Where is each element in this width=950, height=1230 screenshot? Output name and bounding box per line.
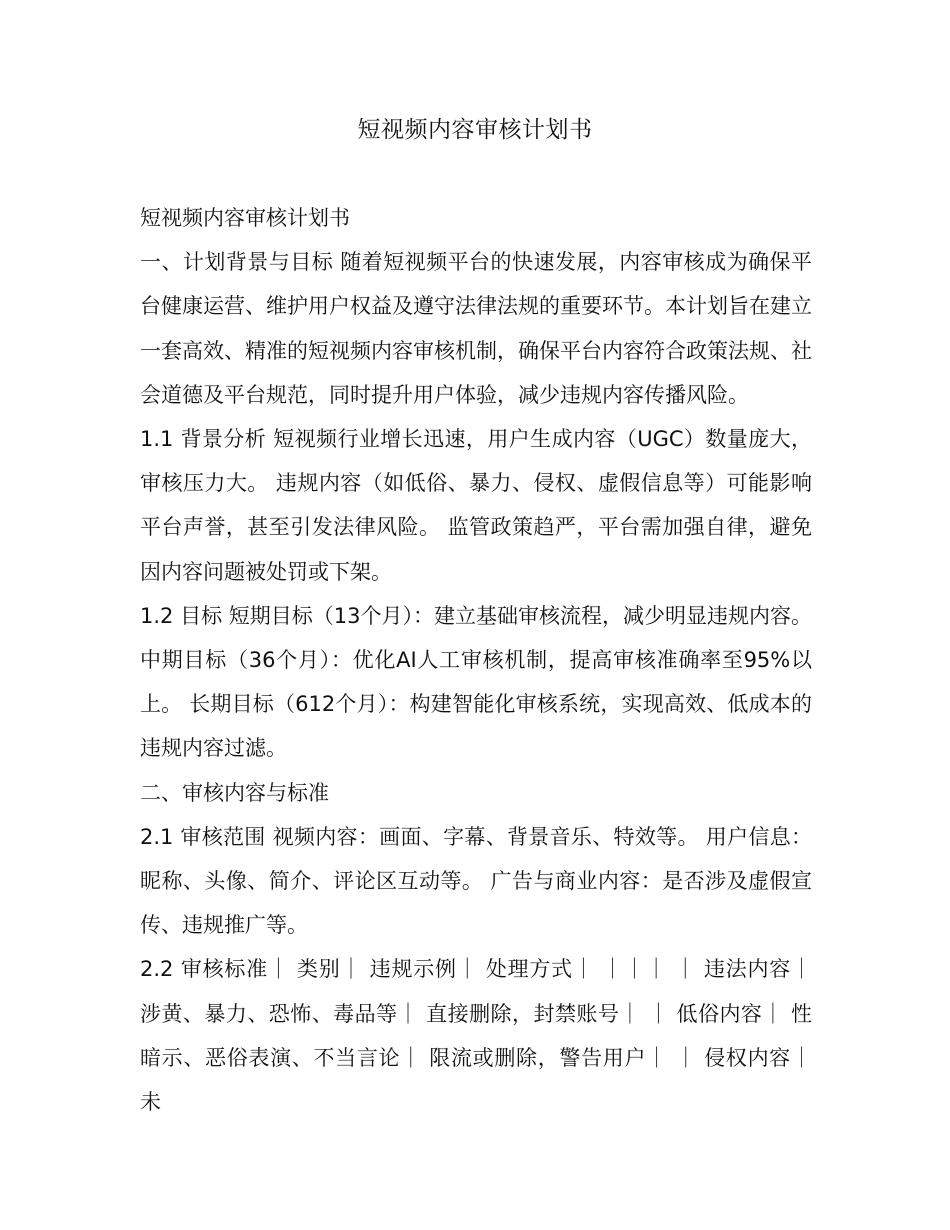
- paragraph-subtitle: 短视频内容审核计划书: [140, 206, 350, 230]
- paragraph-2-1-scope: 2.1 审核范围 视频内容：画面、字幕、背景音乐、特效等。 用户信息：昵称、头像、简介、评论区互动等。 广告与商业内容：是否涉及虚假宣传、违规推广等。: [140, 824, 812, 938]
- paragraph-1-1-background: 1.1 背景分析 短视频行业增长迅速，用户生成内容（UGC）数量庞大，审核压力大。 违规内容（如低俗、暴力、侵权、虚假信息等）可能影响平台声誉，甚至引发法律风险。 监管政策趋严，平台需加强自律，避免因内容问题被处罚或下架。: [140, 427, 812, 584]
- paragraph-1-2-goals: 1.2 目标 短期目标（13个月）：建立基础审核流程，减少明显违规内容。 中期目标（36个月）：优化AI人工审核机制，提高审核准确率至95%以上。 长期目标（612个月）：构建智能化审核系统，实现高效、低成本的违规内容过滤。: [140, 603, 812, 761]
- document-title: 短视频内容审核计划书: [357, 117, 593, 143]
- paragraph-2-2-standards: 2.2 审核标准｜ 类别｜ 违规示例｜ 处理方式｜ ｜｜｜ ｜ 违法内容｜ 涉黄、暴力、恐怖、毒品等｜ 直接删除，封禁账号｜ ｜ 低俗内容｜ 性暗示、恶俗表演、不当言论｜ 限流或删除，警告用户｜ ｜ 侵权内容｜ 未: [140, 957, 812, 1115]
- document-body: [140, 196, 812, 1124]
- paragraph-section-2: 二、审核内容与标准: [140, 780, 329, 805]
- paragraph-section-1: 一、计划背景与目标 随着短视频平台的快速发展，内容审核成为确保平台健康运营、维护用户权益及遵守法律法规的重要环节。本计划旨在建立一套高效、精准的短视频内容审核机制，确保平台内容符合政策法规、社会道德及平台规范，同时提升用户体验，减少违规内容传播风险。: [140, 250, 812, 407]
